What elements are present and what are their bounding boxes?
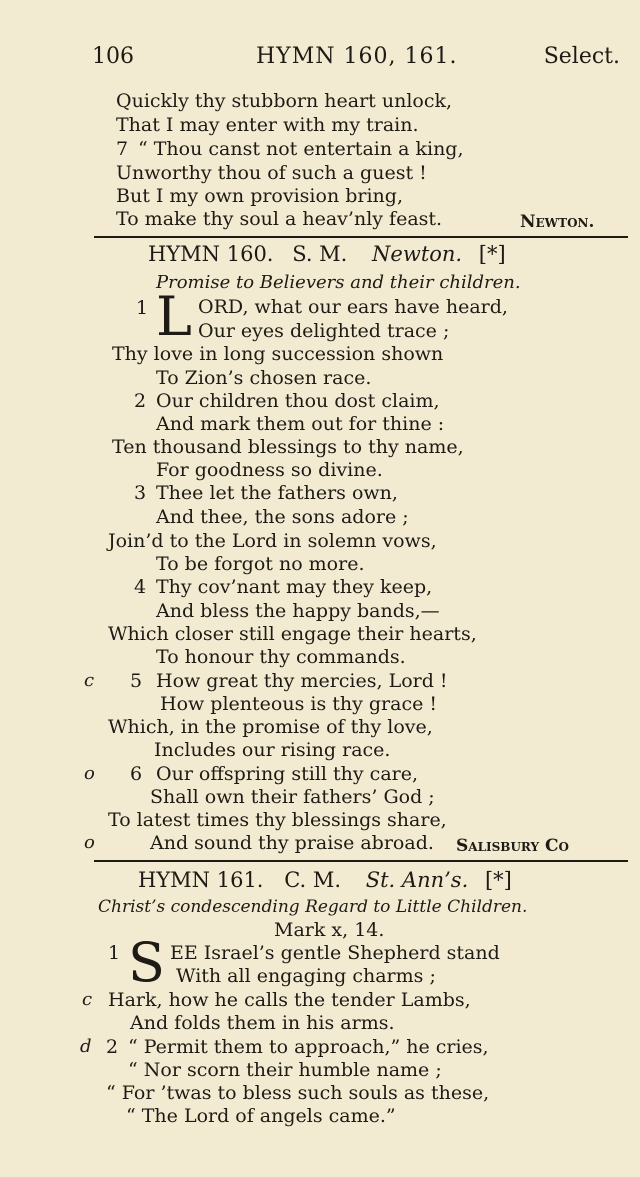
verse-line: “ For ’twas to bless such souls as these,: [106, 1082, 490, 1104]
hymn-title: [138, 868, 512, 892]
dynamic-marking: c: [82, 989, 93, 1010]
verse-line: Our offspring still thy care,: [156, 763, 419, 785]
hymn-meter: C. M.: [284, 868, 342, 892]
verse-line: “ Thou canst not entertain a king,: [138, 138, 464, 160]
hymn-number: HYMN 160.: [148, 242, 274, 266]
hymn-marker: [*]: [484, 868, 512, 892]
verse-line: For goodness so divine.: [156, 459, 383, 481]
verse-line: “ Nor scorn their humble name ;: [128, 1059, 442, 1081]
hymn-subtitle: Christ’s condescending Regard to Little Children.: [98, 897, 528, 917]
verse-number: 6: [130, 763, 143, 785]
verse-line: But I my own provision bring,: [116, 185, 403, 207]
verse-line: Thy cov’nant may they keep,: [156, 576, 433, 598]
drop-cap: L: [156, 285, 192, 348]
verse-number: 7: [116, 138, 129, 160]
verse-line: “ Permit them to approach,” he cries,: [128, 1036, 489, 1058]
verse-number: 2: [106, 1036, 119, 1058]
verse-line: How great thy mercies, Lord !: [156, 670, 448, 692]
hymn-marker: [*]: [478, 242, 506, 266]
scripture-reference: Mark x, 14.: [274, 919, 385, 941]
hymn-tune: Newton.: [372, 242, 463, 266]
hymn-meter: S. M.: [292, 242, 348, 266]
verse-line: Our eyes delighted trace ;: [198, 320, 450, 342]
verse-line: That I may enter with my train.: [116, 114, 419, 136]
hymn-subtitle: Promise to Believers and their children.: [156, 272, 521, 293]
verse-line: Unworthy thou of such a guest !: [116, 162, 427, 184]
verse-line: Our children thou dost claim,: [156, 390, 440, 412]
verse-line: Hark, how he calls the tender Lambs,: [108, 989, 471, 1011]
author-attribution: Salisbury Co: [456, 836, 569, 856]
verse-number: 3: [134, 482, 147, 504]
hymn-title: [148, 242, 506, 266]
verse-line: “ The Lord of angels came.”: [126, 1105, 396, 1127]
page-number: 106: [92, 44, 134, 69]
verse-line: Which, in the promise of thy love,: [108, 716, 433, 738]
verse-line: And thee, the sons adore ;: [156, 506, 409, 528]
verse-line: To make thy soul a heav’nly feast.: [116, 208, 443, 230]
running-title: HYMN 160, 161.: [256, 44, 458, 69]
section-divider: [94, 860, 628, 862]
verse-line: Includes our rising race.: [154, 739, 391, 761]
verse-line: Thy love in long succession shown: [112, 343, 444, 365]
verse-line: To latest times thy blessings share,: [108, 809, 447, 831]
verse-line: And bless the happy bands,—: [156, 600, 440, 622]
verse-number: 1: [136, 297, 149, 319]
verse-line: How plenteous is thy grace !: [160, 693, 438, 715]
drop-cap: S: [128, 931, 165, 994]
verse-line: And folds them in his arms.: [130, 1012, 395, 1034]
verse-line: ORD, what our ears have heard,: [198, 296, 508, 318]
hymn-tune: St. Ann’s.: [365, 868, 469, 892]
dynamic-marking: o: [84, 832, 95, 853]
verse-line: Which closer still engage their hearts,: [108, 623, 477, 645]
verse-number: 2: [134, 390, 147, 412]
dynamic-marking: c: [84, 670, 95, 691]
verse-line: Ten thousand blessings to thy name,: [112, 436, 464, 458]
verse-number: 5: [130, 670, 143, 692]
dynamic-marking: o: [84, 763, 95, 784]
verse-line: And mark them out for thine :: [156, 413, 445, 435]
hymn-number: HYMN 161.: [138, 868, 264, 892]
section-divider: [94, 236, 628, 238]
author-attribution: Newton.: [520, 212, 595, 232]
verse-line: EE Israel’s gentle Shepherd stand: [170, 942, 500, 964]
verse-number: 4: [134, 576, 147, 598]
verse-line: To honour thy commands.: [156, 646, 406, 668]
verse-line: Join’d to the Lord in solemn vows,: [108, 530, 437, 552]
verse-line: Shall own their fathers’ God ;: [150, 786, 435, 808]
verse-line: And sound thy praise abroad.: [150, 832, 434, 854]
verse-line: To be forgot no more.: [156, 553, 365, 575]
verse-line: Quickly thy stubborn heart unlock,: [116, 90, 453, 112]
verse-line: Thee let the fathers own,: [156, 482, 398, 504]
verse-number: 1: [108, 942, 121, 964]
dynamic-marking: d: [80, 1036, 92, 1057]
section-label: Select.: [543, 44, 620, 69]
running-header: [0, 44, 640, 74]
verse-line: To Zion’s chosen race.: [156, 367, 372, 389]
verse-line: With all engaging charms ;: [176, 965, 436, 987]
